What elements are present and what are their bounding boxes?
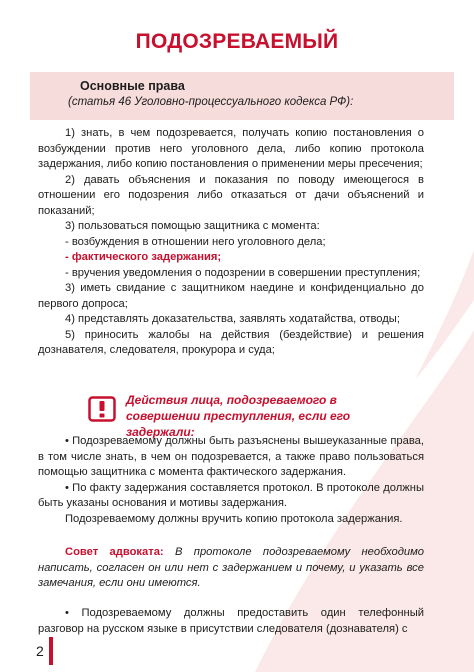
advice-text: В протоколе подозреваемому необходимо написать, согласен он или нет с задержанием и почему, и указать все замечания, если они имеются. xyxy=(38,546,424,589)
page-number: 2 xyxy=(36,643,44,659)
list-item: Подозреваемому должны вручить копию протокола задержания. xyxy=(65,512,403,525)
list-item: 3) пользоваться помощью защитника с момента: xyxy=(65,220,320,232)
list-item: • По факту задержания составляется протокол. В протоколе должны быть указаны основания и мотивы задержания. xyxy=(38,481,424,509)
warning-heading: Действия лица, подозреваемого в совершении преступления, если его задержали: xyxy=(126,393,351,439)
lawyer-advice xyxy=(38,545,424,592)
list-item: - возбуждения в отношении него уголовного дела; xyxy=(65,235,326,248)
page-title: ПОДОЗРЕВАЕМЫЙ xyxy=(135,30,339,53)
list-item: 1) знать, в чем подозревается, получать копию постановления о возбуждении против него уголовного дела, либо копию протокола задержания, либо копию постановления о применении меры пресечения; xyxy=(38,127,424,170)
rights-list xyxy=(38,126,424,359)
list-item: - вручения уведомления о подозрении в совершении преступления; xyxy=(65,266,421,279)
page-number-bar xyxy=(49,637,53,665)
detention-actions xyxy=(38,434,424,527)
list-item: 3) иметь свидание с защитником наедине и конфиденциально до первого допроса; xyxy=(38,282,424,310)
list-item: • Подозреваемому должны предоставить один телефонный разговор на русском языке в присутствии следователя (дознавателя) с xyxy=(38,607,424,635)
list-item: 5) приносить жалобы на действия (бездействие) и решения дознавателя, следователя, прокурора и суда; xyxy=(38,328,424,356)
list-item: 4) представлять доказательства, заявлять ходатайства, отводы; xyxy=(65,313,400,325)
phone-call-paragraph xyxy=(38,606,424,637)
list-item-highlight: - фактического задержания; xyxy=(65,251,222,263)
exclamation-icon xyxy=(88,396,116,422)
advice-label: Совет адвоката: xyxy=(65,546,164,558)
rights-subheading: (статья 46 Уголовно-процессуального кодекса РФ): xyxy=(68,96,354,108)
list-item: • Подозреваемому должны быть разъяснены вышеуказанные права, в том числе знать, в чем он подозревается, а также право пользоваться помощью защитника с момента фактического задержания. xyxy=(38,435,424,478)
rights-heading: Основные права xyxy=(80,79,185,93)
list-item: 2) давать объяснения и показания по поводу имеющегося в отношении его подозрения либо отказаться от дачи объяснений и показаний; xyxy=(38,173,424,217)
